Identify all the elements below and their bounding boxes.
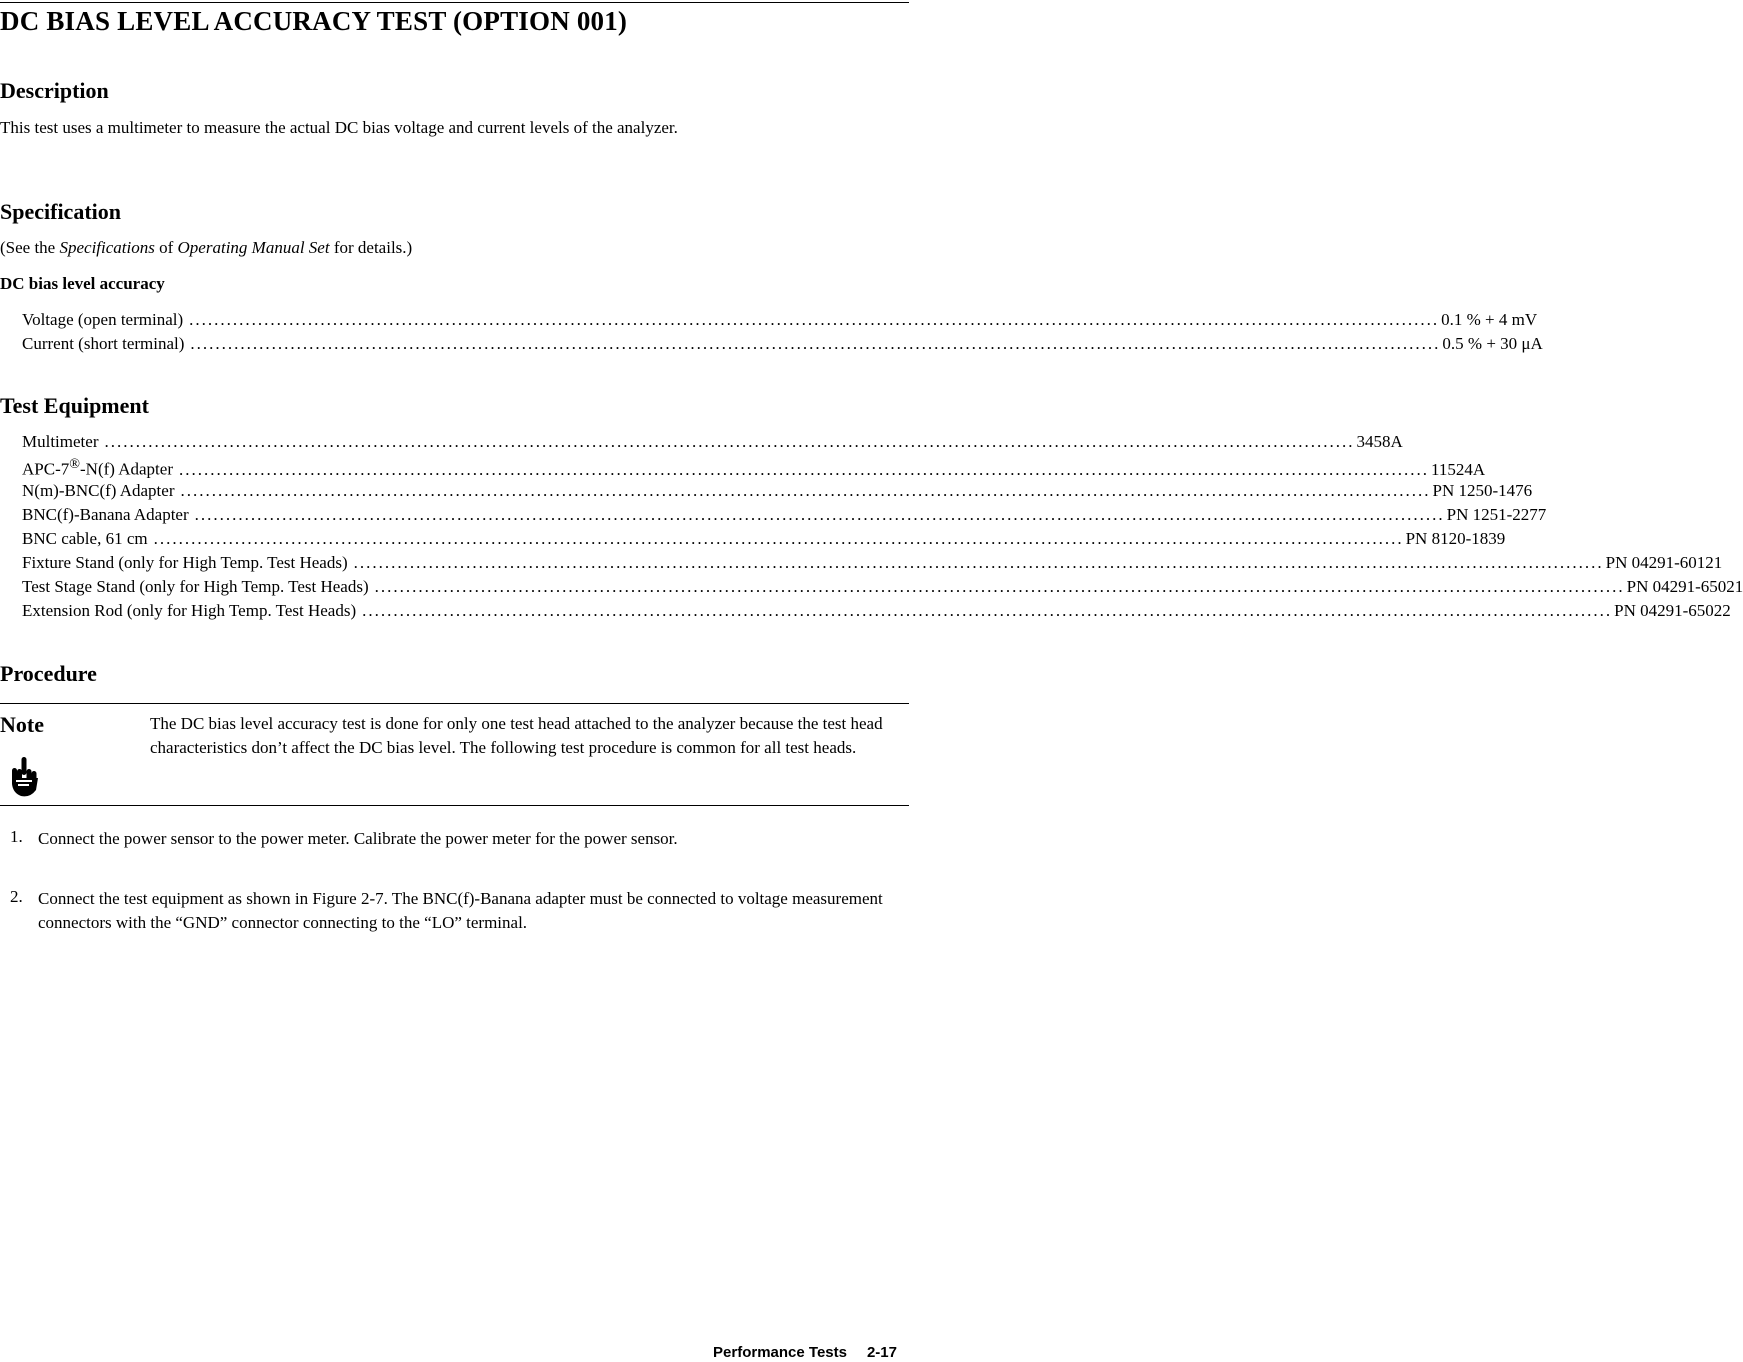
see-mid: of (154, 238, 178, 257)
operating-manual-ref: Operating Manual Set (177, 238, 330, 257)
equipment-label: N(m)-BNC(f) Adapter (22, 481, 175, 500)
spec-label: Current (short terminal) (22, 334, 185, 353)
equipment-value: PN 8120-1839 (1405, 529, 1506, 548)
equipment-row-apc7 (22, 456, 1486, 479)
equipment-label: Extension Rod (only for High Temp. Test Heads) (22, 601, 357, 620)
equipment-value: PN 04291-60121 (1605, 553, 1723, 572)
spec-value: 0.1 % + 4 mV (1441, 310, 1538, 329)
apc-prefix: APC-7 (22, 459, 70, 479)
equipment-label: BNC cable, 61 cm (22, 529, 148, 548)
step-text: Connect the power sensor to the power meter. Calibrate the power meter for the power sensor. (38, 829, 678, 848)
leader-dots: ........................................................................................................................................................................................................ (153, 529, 1404, 548)
apc-suffix: -N(f) Adapter (80, 459, 173, 479)
equipment-value: PN 1251-2277 (1446, 505, 1547, 524)
spec-row-voltage (22, 310, 1538, 332)
equipment-value: PN 04291-65021 (1626, 577, 1743, 596)
equipment-label: Fixture Stand (only for High Temp. Test Heads) (22, 553, 348, 572)
registered-mark: ® (69, 456, 80, 472)
leader-dots: ........................................................................................................................................................................................................ (194, 505, 1445, 524)
equipment-label: BNC(f)-Banana Adapter (22, 505, 189, 524)
description-heading: Description (0, 78, 109, 103)
note-bottom-rule (0, 805, 909, 806)
specification-heading: Specification (0, 199, 121, 224)
equipment-row-extension-rod (22, 601, 1731, 623)
leader-dots: ........................................................................................................................................................................................................ (353, 553, 1604, 572)
see-suffix: for details.) (329, 238, 413, 257)
equipment-value: PN 04291-65022 (1614, 601, 1731, 620)
leader-dots: ........................................................................................................................................................................................................ (190, 334, 1441, 353)
note-label: Note (0, 712, 44, 737)
leader-dots: ........................................................................................................................................................................................................ (179, 459, 1429, 479)
equipment-row-fixture-stand (22, 553, 1723, 575)
equipment-value: 3458A (1356, 432, 1403, 451)
equipment-label (22, 456, 173, 480)
equipment-label: Multimeter (22, 432, 99, 451)
page-footer (713, 1344, 897, 1361)
equipment-row-multimeter (22, 432, 1403, 454)
equipment-row-bnc-banana (22, 505, 1547, 527)
leader-dots: ........................................................................................................................................................................................................ (189, 310, 1440, 329)
step-number: 2. (10, 887, 23, 906)
leader-dots: ........................................................................................................................................................................................................ (180, 481, 1431, 500)
leader-dots: ........................................................................................................................................................................................................ (362, 601, 1613, 620)
equipment-row-bnc-cable (22, 529, 1506, 551)
equipment-label: Test Stage Stand (only for High Temp. Test Heads) (22, 577, 369, 596)
page-number: 2-17 (866, 1344, 897, 1361)
specifications-ref: Specifications (59, 238, 155, 257)
spec-row-current (22, 334, 1543, 356)
procedure-heading: Procedure (0, 661, 97, 686)
leader-dots: ........................................................................................................................................................................................................ (374, 577, 1625, 596)
footer-section: Performance Tests (713, 1344, 847, 1361)
procedure-step (0, 827, 909, 851)
test-equipment-heading: Test Equipment (0, 393, 149, 418)
spec-label: Voltage (open terminal) (22, 310, 184, 329)
step-text: Connect the test equipment as shown in Figure 2-7. The BNC(f)-Banana adapter must be connected to voltage measurement connectors with the “GND” connector connecting to the “LO” terminal. (38, 889, 883, 932)
procedure-step (0, 887, 909, 935)
note-text: The DC bias level accuracy test is done for only one test head attached to the analyzer because the test head characteristics don’t affect the DC bias level. The following test procedure is common for all test heads. (150, 714, 883, 757)
equipment-row-nm-bnc (22, 481, 1533, 503)
spec-value: 0.5 % + 30 μA (1442, 334, 1543, 353)
spec-subheading: DC bias level accuracy (0, 274, 165, 293)
description-text: This test uses a multimeter to measure the actual DC bias voltage and current levels of the analyzer. (0, 118, 678, 137)
top-rule (0, 2, 909, 3)
specification-reference (0, 236, 861, 260)
step-number: 1. (10, 827, 23, 846)
equipment-row-test-stage-stand (22, 577, 1743, 599)
note-top-rule (0, 703, 909, 704)
equipment-value: 11524A (1431, 459, 1486, 479)
leader-dots: ........................................................................................................................................................................................................ (104, 432, 1355, 451)
equipment-value: PN 1250-1476 (1432, 481, 1533, 500)
pointing-hand-icon (10, 756, 40, 800)
see-prefix: (See the (0, 238, 60, 257)
page-title: DC BIAS LEVEL ACCURACY TEST (OPTION 001) (0, 6, 628, 36)
